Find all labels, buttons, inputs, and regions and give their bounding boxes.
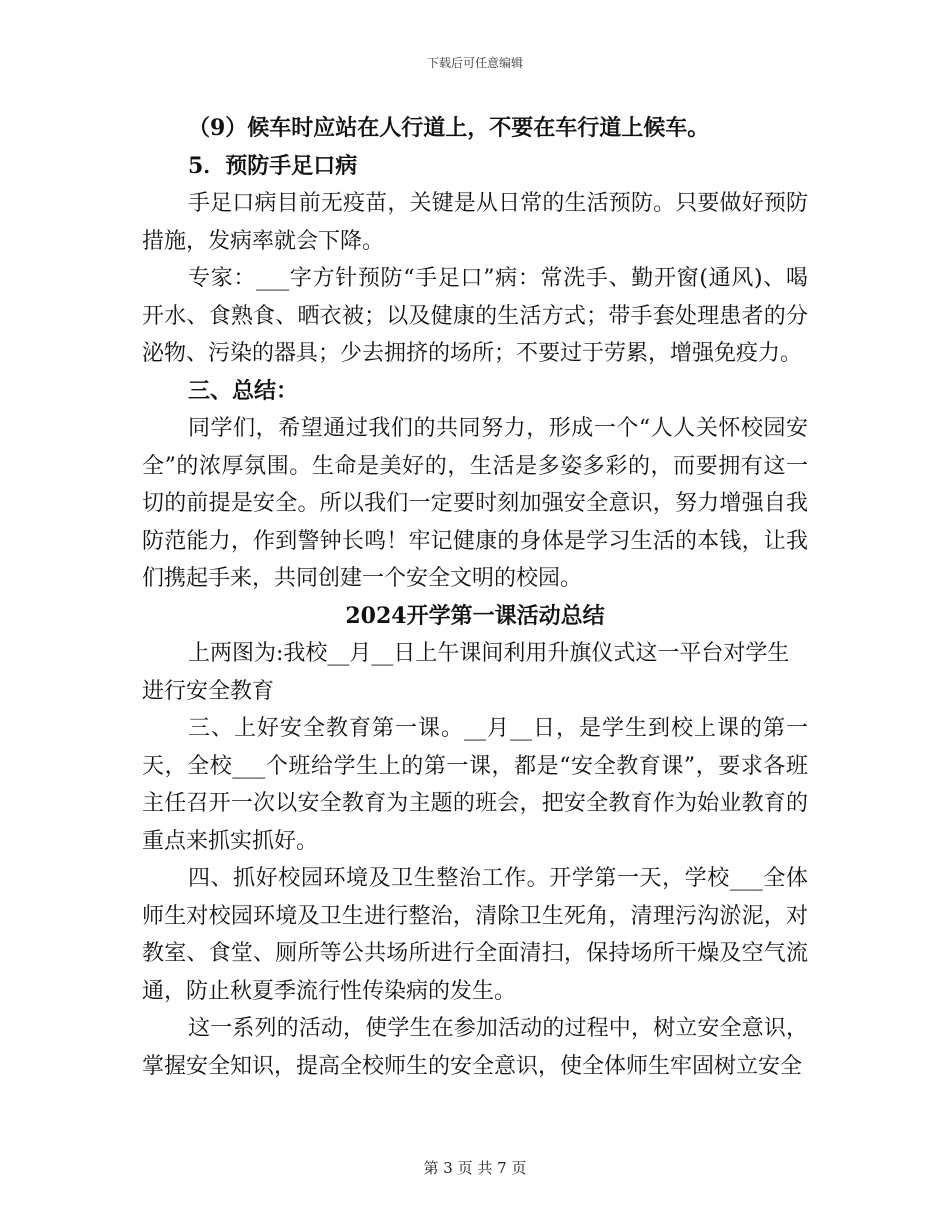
paragraph-campus-cleanup: 四、抓好校园环境及卫生整治工作。开学第一天，学校___全体师生对校园环境及卫生进行整治，清除卫生死角，清理污沟淤泥，对教室、食堂、厕所等公共场所进行全面清扫，保持场所干燥及空气流通，防止秋夏季流行性传染病的发生。 xyxy=(142,866,808,1004)
document-body xyxy=(142,110,808,1085)
section-heading-summary: 三、总结： xyxy=(188,377,299,404)
page-header: 下载后可任意编辑 xyxy=(426,56,523,70)
page-footer: 第 3 页 共 7 页 xyxy=(423,1159,527,1177)
paragraph-waiting-rule: （9）候车时应站在人行道上，不要在车行道上候车。 xyxy=(188,115,710,141)
paragraph-first-lesson: 三、上好安全教育第一课。__月__日，是学生到校上课的第一天，全校___个班给学生上的第一课，都是“安全教育课”，要求各班主任召开一次以安全教育为主题的班会，把安全教育作为始业教育的重点来抓实抓好。 xyxy=(142,716,808,854)
paragraph-activities-result: 这一系列的活动，使学生在参加活动的过程中，树立安全意识，掌握安全知识，提高全校师生的安全意识，使全体师生牢固树立安全 xyxy=(142,1016,808,1079)
paragraph-summary: 同学们，希望通过我们的共同努力，形成一个“人人关怀校园安全”的浓厚氛围。生命是美好的，生活是多姿多彩的，而要拥有这一切的前提是安全。所以我们一定要时刻加强安全意识，努力增强自我防范能力，作到警钟长鸣！牢记健康的身体是学习生活的本钱，让我们携起手来，共同创建一个安全文明的校园。 xyxy=(142,416,808,591)
document-title: 2024开学第一课活动总结 xyxy=(345,602,605,629)
section-heading-hfmd: 5．预防手足口病 xyxy=(188,152,358,179)
paragraph-photo-caption: 上两图为:我校__月__日上午课间利用升旗仪式这一平台对学生进行安全教育 xyxy=(142,641,790,704)
paragraph-hfmd-intro: 手足口病目前无疫苗，关键是从日常的生活预防。只要做好预防措施，发病率就会下降。 xyxy=(142,191,808,254)
paragraph-expert-advice: 专家：___字方针预防“手足口”病：常洗手、勤开窗(通风)、喝开水、食熟食、晒衣被；以及健康的生活方式；带手套处理患者的分泌物、污染的器具；少去拥挤的场所；不要过于劳累，增强免疫力。 xyxy=(142,266,808,366)
